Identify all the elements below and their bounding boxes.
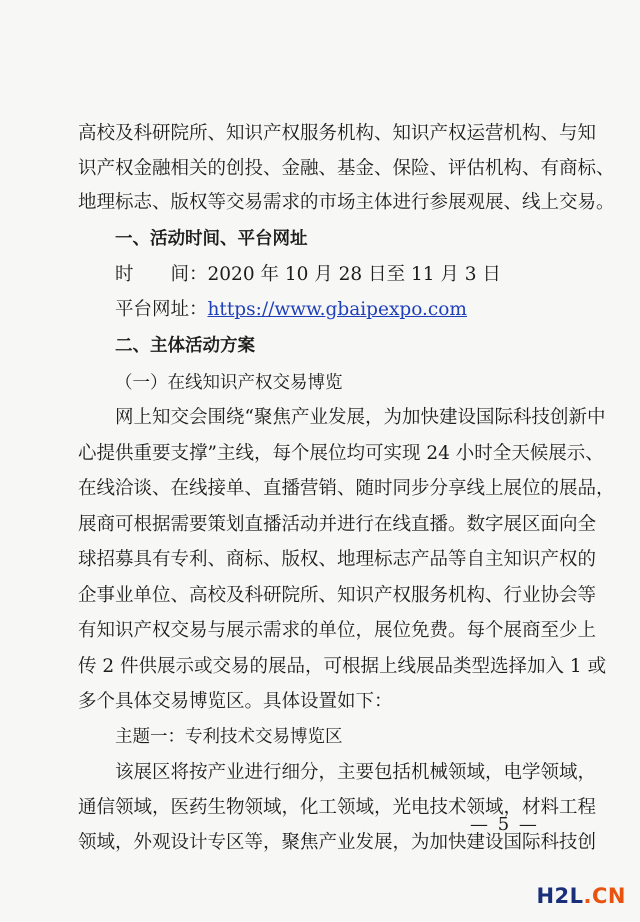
url-label: 平台网址： (115, 299, 208, 320)
theme-1-line: 该展区将按产业进行细分，主要包括机械领域，电学领域， (115, 762, 597, 783)
page-number: — 5 — (470, 814, 539, 835)
paragraph-line: 心提供重要支撑”主线，每个展位均可实现 24 小时全天候展示、 (78, 443, 604, 464)
activity-time-line (115, 262, 605, 288)
platform-url-line (115, 297, 605, 323)
intro-line-2: 识产权金融相关的创投、金融、基金、保险、评估机构、有商标、 (78, 158, 615, 179)
paragraph-line: 企事业单位、高校及科研院所、知识产权服务机构、行业协会等 (78, 585, 597, 606)
watermark-part-a: H2L (536, 884, 584, 908)
paragraph-line: 网上知交会围绕“聚焦产业发展，为加快建设国际科技创新中 (115, 407, 606, 428)
paragraph-line: 在线洽谈、在线接单、直播营销、随时同步分享线上展位的展品， (78, 478, 615, 499)
section-1-heading: 一、活动时间、平台网址 (115, 229, 308, 249)
time-value: 2020 年 10 月 28 日至 11 月 3 日 (207, 264, 501, 285)
subsection-1-heading: （一）在线知识产权交易博览 (115, 373, 343, 393)
theme-1-line: 通信领域，医药生物领域，化工领域，光电技术领域，材料工程 (78, 797, 597, 818)
section-2-heading: 二、主体活动方案 (115, 336, 255, 356)
site-watermark (536, 884, 626, 908)
watermark-part-b: .CN (583, 884, 626, 908)
paragraph-line: 球招募具有专利、商标、版权、地理标志产品等自主知识产权的 (78, 549, 597, 570)
intro-line-1: 高校及科研院所、知识产权服务机构、知识产权运营机构、与知 (78, 123, 597, 144)
paragraph-line: 展商可根据需要策划直播活动并进行在线直播。数字展区面向全 (78, 514, 597, 535)
intro-line-3: 地理标志、版权等交易需求的市场主体进行参展观展、线上交易。 (78, 192, 615, 213)
theme-1-line: 领域，外观设计专区等，聚焦产业发展，为加快建设国际科技创 (78, 832, 597, 853)
platform-url-link[interactable]: https://www.gbaipexpo.com (207, 299, 467, 320)
paragraph-line: 多个具体交易博览区。具体设置如下： (78, 691, 393, 712)
paragraph-line: 有知识产权交易与展示需求的单位，展位免费。每个展商至少上 (78, 620, 597, 641)
theme-1-heading: 主题一：专利技术交易博览区 (115, 727, 343, 747)
paragraph-line: 传 2 件供展示或交易的展品，可根据上线展品类型选择加入 1 或 (78, 656, 607, 677)
time-label: 时 间： (115, 264, 208, 285)
